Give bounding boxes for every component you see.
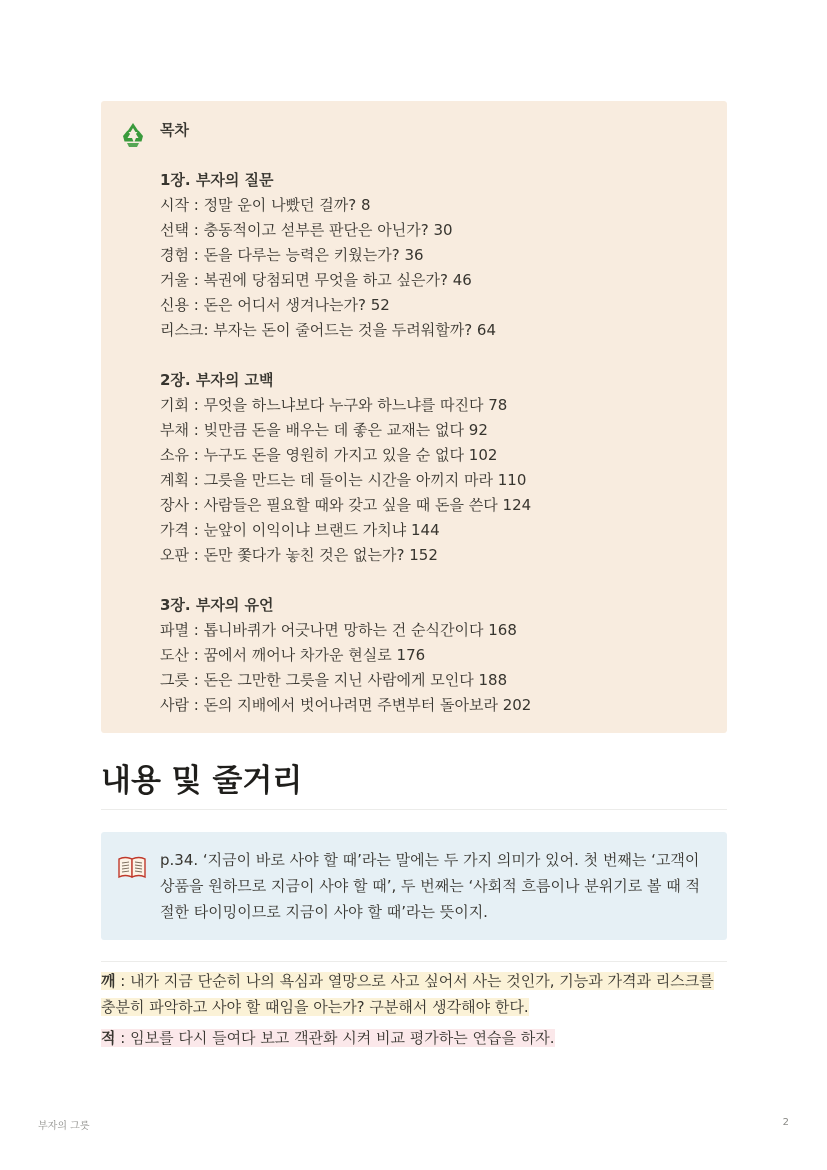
toc-entry: 장사 : 사람들은 필요할 때와 갖고 싶을 때 돈을 쓴다 124 <box>160 496 532 514</box>
toc-body <box>160 168 720 718</box>
recycle-icon <box>118 120 148 150</box>
note-text: 내가 지금 단순히 나의 욕심과 열망으로 사고 싶어서 사는 것인가, 기능과 가격과 리스크를 충분히 파악하고 사야 할 때임을 아는가? 구분해서 생각해야 한다. <box>101 972 714 1016</box>
toc-chapter <box>160 593 720 718</box>
toc-entry: 신용 : 돈은 어디서 생겨나는가? 52 <box>160 296 390 314</box>
toc-entry: 거울 : 복권에 당첨되면 무엇을 하고 싶은가? 46 <box>160 271 472 289</box>
toc-entry: 가격 : 눈앞이 이익이냐 브랜드 가치냐 144 <box>160 521 440 539</box>
divider <box>101 961 727 962</box>
note-text: 임보를 다시 들여다 보고 객관화 시켜 비교 평가하는 연습을 하자. <box>130 1029 555 1047</box>
toc-entry: 도산 : 꿈에서 깨어나 차가운 현실로 176 <box>160 646 426 664</box>
callout-text: p.34. ‘지금이 바로 사야 할 때’라는 말에는 두 가지 의미가 있어. 첫 번째는 ‘고객이 상품을 원하므로 지금이 사야 할 때’, 두 번째는 ‘사회적 흐름이나 분위기로 볼 때 적절한 타이밍이므로 지금이 사야 할 때’라는 뜻이지. <box>160 851 700 921</box>
highlighted-note <box>101 972 714 1016</box>
toc-entry: 파멸 : 톱니바퀴가 어긋나면 망하는 건 순식간이다 168 <box>160 621 517 639</box>
chapter-spacer <box>160 343 720 368</box>
toc-entry: 오판 : 돈만 쫓다가 놓친 것은 없는가? 152 <box>160 546 438 564</box>
note-paragraph <box>101 1025 727 1051</box>
toc-entry: 시작 : 정말 운이 나빴던 걸까? 8 <box>160 196 371 214</box>
toc-title: 목차 <box>160 121 189 139</box>
toc-entry: 소유 : 누구도 돈을 영원히 가지고 있을 순 없다 102 <box>160 446 498 464</box>
chapter-title: 3장. 부자의 유언 <box>160 596 274 614</box>
note-separator: : <box>115 972 131 990</box>
section-heading: 내용 및 줄거리 <box>101 763 303 799</box>
chapter-title: 2장. 부자의 고백 <box>160 371 274 389</box>
note-paragraph <box>101 968 727 1020</box>
toc-entry: 계획 : 그릇을 만드는 데 들이는 시간을 아끼지 마라 110 <box>160 471 527 489</box>
toc-entry: 선택 : 충동적이고 섣부른 판단은 아닌가? 30 <box>160 221 453 239</box>
toc-entry: 그릇 : 돈은 그만한 그릇을 지닌 사람에게 모인다 188 <box>160 671 508 689</box>
note-separator: : <box>115 1029 131 1047</box>
quote-callout <box>101 832 727 940</box>
toc-entry: 기회 : 무엇을 하느냐보다 누구와 하느냐를 따진다 78 <box>160 396 508 414</box>
chapter-title: 1장. 부자의 질문 <box>160 171 274 189</box>
open-book-icon <box>117 854 147 880</box>
toc-chapter <box>160 368 720 568</box>
toc-chapter <box>160 168 720 343</box>
toc-entry: 리스크: 부자는 돈이 줄어드는 것을 두려워할까? 64 <box>160 321 497 339</box>
toc-entry: 부채 : 빚만큼 돈을 배우는 데 좋은 교재는 없다 92 <box>160 421 488 439</box>
table-of-contents <box>101 101 727 733</box>
note-label: 적 <box>101 1029 116 1047</box>
page-number: 2 <box>782 1117 789 1128</box>
toc-entry: 사람 : 돈의 지배에서 벗어나려면 주변부터 돌아보라 202 <box>160 696 532 714</box>
highlighted-note <box>101 1029 555 1047</box>
footer-book-title: 부자의 그릇 <box>38 1121 90 1132</box>
note-label: 깨 <box>101 972 116 990</box>
chapter-spacer <box>160 568 720 593</box>
heading-divider <box>101 809 727 810</box>
toc-entry: 경험 : 돈을 다루는 능력은 키웠는가? 36 <box>160 246 424 264</box>
